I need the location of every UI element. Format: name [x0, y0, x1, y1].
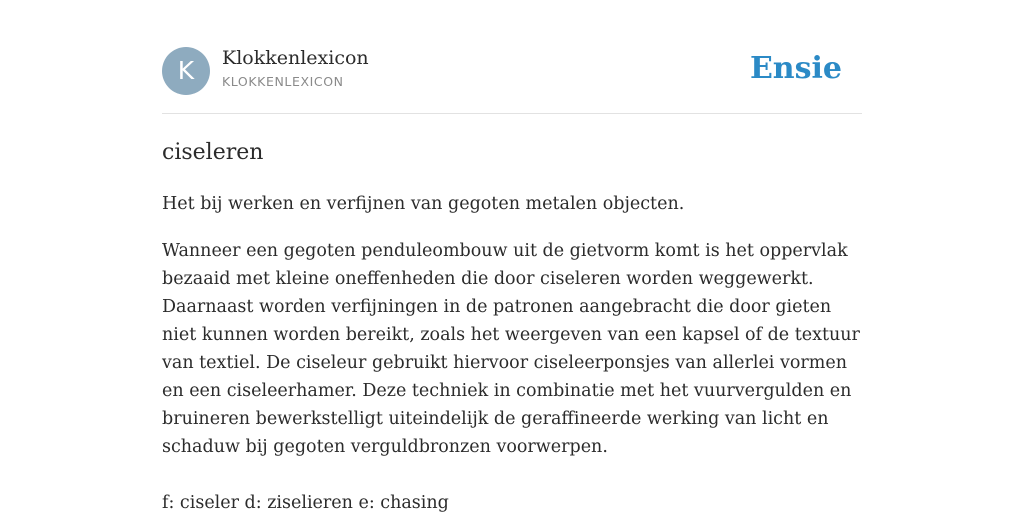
entry-description: Wanneer een gegoten penduleombouw uit de gietvorm komt is het oppervlak bezaaid met kleine oneffenheden die door ciseleren worden weggewerkt. Daarnaast worden verfijningen in de patronen aangebracht die door gieten niet kunnen worden bereikt, zoals het weergeven van een kapsel of de textuur van textiel. De ciseleur gebruikt hiervoor ciseleerponsjes van allerlei vormen en een ciseleerhamer. Deze techniek in combinatie met het vuurvergulden en bruineren bewerkstelligt uiteindelijk de geraffineerde werking van licht en schaduw bij gegoten verguldbronzen voorwerpen.	[162, 241, 860, 457]
source-subtitle: KLOKKENLEXICON	[222, 74, 344, 89]
entry-content	[162, 190, 862, 512]
header	[162, 46, 862, 96]
header-divider	[162, 113, 862, 114]
paragraph-gap	[162, 461, 862, 489]
source-avatar[interactable]: K	[162, 47, 210, 95]
entry-definition: Het bij werken en verfijnen van gegoten metalen objecten.	[162, 194, 685, 214]
entry-title: ciseleren	[162, 140, 264, 165]
source-name-link[interactable]: Klokkenlexicon	[222, 47, 369, 69]
ensie-logo-link[interactable]: Ensie	[749, 51, 842, 86]
entry-translations: f: ciseler d: ziselieren e: chasing	[162, 493, 449, 512]
